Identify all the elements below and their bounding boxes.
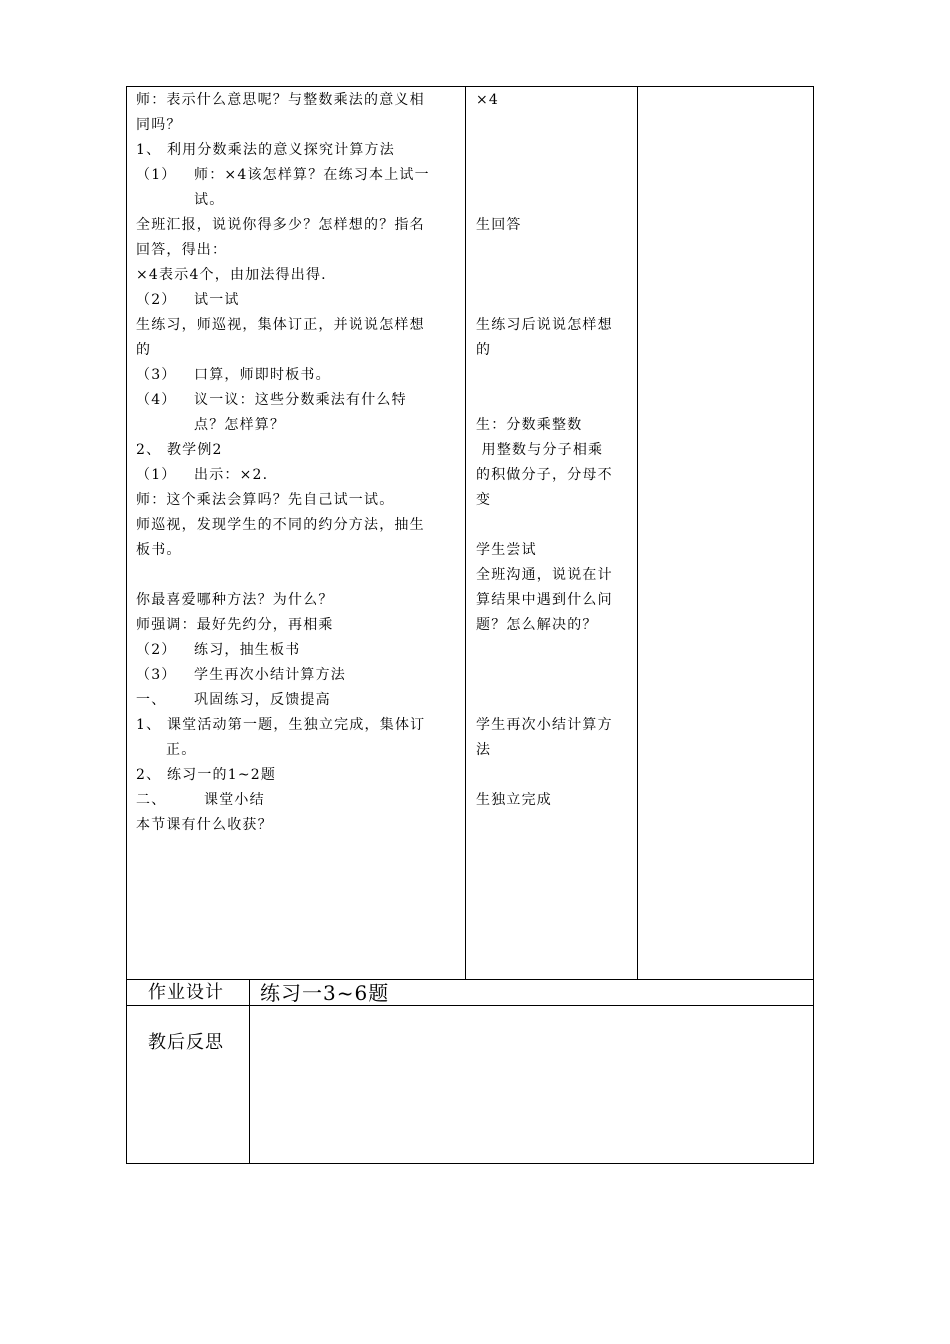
row-divider-homework: [126, 979, 814, 980]
step-text: 出示：×2.: [194, 467, 269, 483]
blank-line: [476, 238, 632, 263]
text-line: 同吗？: [136, 117, 182, 133]
section-number: 二、: [136, 792, 167, 808]
text-line: 学生再次小结计算方: [476, 717, 613, 733]
text-line: 生练习后说说怎样想: [476, 317, 613, 333]
blank-line: [476, 188, 632, 213]
blank-line: [476, 163, 632, 188]
text-line: ×4: [476, 92, 500, 108]
blank-line: [476, 113, 632, 138]
column-divider-1: [465, 86, 466, 980]
step-text: 试一试: [194, 292, 240, 308]
reflection-label: 教后反思: [148, 1032, 224, 1053]
text-line: 1、 利用分数乘法的意义探究计算方法: [136, 142, 395, 158]
blank-line: [476, 688, 632, 713]
text-line: 生独立完成: [476, 792, 552, 808]
label-column-divider: [249, 979, 250, 1164]
text-line: 的: [476, 342, 492, 358]
blank-line: [476, 638, 632, 663]
row-divider-reflection: [126, 1005, 814, 1006]
text-line: 法: [476, 742, 492, 758]
numbered-step: [136, 638, 458, 663]
section-title: 课堂小结: [204, 792, 265, 808]
step-number: （1）: [136, 167, 177, 183]
step-number: （3）: [136, 367, 177, 383]
step-text: 口算，师即时板书。: [194, 367, 331, 383]
blank-line: [476, 363, 632, 388]
blank-line: [476, 513, 632, 538]
blank-line: [476, 138, 632, 163]
homework-value: 练习一3~6题: [260, 981, 390, 1005]
text-line: 生回答: [476, 217, 522, 233]
text-line: 师：表示什么意思呢？与整数乘法的意义相: [136, 92, 425, 108]
text-line: 全班汇报，说说你得多少？怎样想的？指名: [136, 217, 425, 233]
text-line: 师巡视，发现学生的不同的约分方法，抽生: [136, 517, 425, 533]
blank-line: [476, 763, 632, 788]
text-line: 学生尝试: [476, 542, 537, 558]
numbered-step: [136, 363, 458, 388]
text-line: 算结果中遇到什么问: [476, 592, 613, 608]
text-line: 板书。: [136, 542, 182, 558]
blank-line: [476, 388, 632, 413]
homework-label: 作业设计: [148, 982, 224, 1003]
text-line: 回答，得出：: [136, 242, 228, 258]
text-line: 2、 教学例2: [136, 442, 223, 458]
text-line: 正。: [166, 742, 197, 758]
teacher-activity-column: [136, 88, 458, 838]
text-line: 生：分数乘整数: [476, 417, 583, 433]
numbered-step: [136, 388, 458, 413]
step-text: 练习，抽生板书: [194, 642, 301, 658]
text-line: 2、 练习一的1~2题: [136, 767, 277, 783]
numbered-step: [136, 663, 458, 688]
text-line: 变: [476, 492, 492, 508]
text-line: 题？怎么解决的？: [476, 617, 598, 633]
text-line: 1、 课堂活动第一题，生独立完成，集体订: [136, 717, 426, 733]
step-number: （3）: [136, 667, 177, 683]
step-number: （1）: [136, 467, 177, 483]
text-line: 用整数与分子相乘: [476, 442, 604, 458]
text-line: 的: [136, 342, 152, 358]
blank-line: [136, 563, 458, 588]
text-line: 师强调：最好先约分，再相乘: [136, 617, 334, 633]
text-line: 的积做分子，分母不: [476, 467, 613, 483]
step-number: （4）: [136, 392, 177, 408]
text-line: 试。: [194, 192, 225, 208]
blank-line: [476, 288, 632, 313]
text-line: 生练习，师巡视，集体订正，并说说怎样想: [136, 317, 425, 333]
blank-line: [476, 663, 632, 688]
step-text: 学生再次小结计算方法: [194, 667, 346, 683]
numbered-step: [136, 463, 458, 488]
step-number: （2）: [136, 642, 177, 658]
numbered-step: [136, 163, 458, 188]
step-text: 师：×4该怎样算？在练习本上试一: [194, 167, 430, 183]
text-line: 全班沟通，说说在计: [476, 567, 613, 583]
step-number: （2）: [136, 292, 177, 308]
section-title: 巩固练习，反馈提高: [194, 692, 331, 708]
notes-column: [638, 87, 813, 979]
text-line: 点？怎样算？: [194, 417, 286, 433]
numbered-step: [136, 288, 458, 313]
reflection-content: [252, 1008, 812, 1162]
blank-line: [476, 263, 632, 288]
text-line: ×4表示4个，由加法得出得.: [136, 267, 327, 283]
step-text: 议一议：这些分数乘法有什么特: [194, 392, 407, 408]
section-heading: [136, 788, 458, 813]
student-activity-column: [476, 88, 632, 813]
text-line: 师：这个乘法会算吗？先自己试一试。: [136, 492, 395, 508]
text-line: 你最喜爱哪种方法？为什么？: [136, 592, 334, 608]
section-heading: [136, 688, 458, 713]
text-line: 本节课有什么收获？: [136, 817, 273, 833]
section-number: 一、: [136, 692, 167, 708]
